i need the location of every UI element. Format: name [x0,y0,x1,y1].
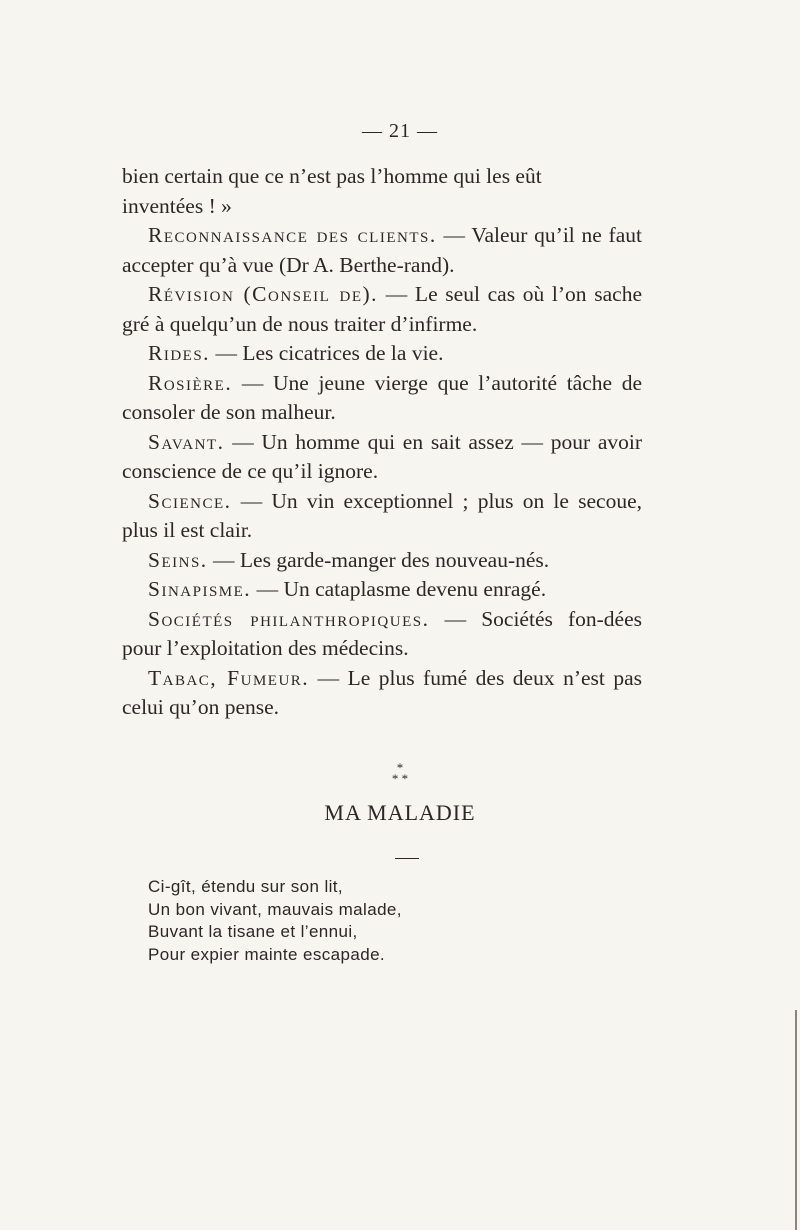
entry-term: Seins. [148,547,208,572]
page-number: — 21 — [362,120,438,142]
page-edge-line [795,1010,797,1230]
entry-rides [122,339,642,369]
entry-seins [122,546,642,576]
entry-rosiere [122,369,642,428]
title-rule [395,858,419,859]
poem-line: Ci-gît, étendu sur son lit, [148,877,344,896]
entry-definition: — Les cicatrices de la vie. [210,341,444,365]
entry-term: Révision (Conseil de). [148,282,379,306]
entry-savant [122,428,642,487]
entry-definition: — Un vin exceptionnel ; plus on le secoue, plus il est clair. [122,488,642,542]
entry-tabac [122,664,642,723]
entry-term: Sinapisme. [148,577,252,601]
entry-definition: — Un homme qui en sait assez — pour avoir conscience de ce qu’il ignore. [122,429,642,483]
poem-line: Pour expier mainte escapade. [148,944,386,964]
entry-term: Reconnaissance des clients. [148,223,437,247]
entry-definition: — Les garde-manger des nouveau-nés. [207,547,550,572]
section-title: MA MALADIE [324,800,476,825]
entry-term: Science. [148,488,232,513]
entry-term: Rosière. [148,370,233,395]
poem [148,876,568,966]
entry-definition: — Un cataplasme devenu enragé. [251,577,547,601]
entry-term: Rides. [148,341,211,365]
entry-sinapisme [122,575,642,605]
entry-reconnaissance [122,221,642,280]
entry-societes [122,605,642,664]
intro-line-2: inventées ! » [122,193,232,218]
entry-definition: — Une jeune vierge que l’autorité tâche de consoler de son malheur. [122,370,642,424]
poem-line: Un bon vivant, mauvais malade, [148,899,402,919]
entry-definition: — Valeur qu’il ne faut accepter qu’à vue (Dr A. Berthe-rand). [122,223,642,277]
entry-definition: — Sociétés fon-dées pour l’exploitation des médecins. [122,606,643,660]
entry-science [122,487,642,546]
poem-line: Buvant la tisane et l’ennui, [148,922,358,941]
intro-line-1: bien certain que ce n’est pas l’homme qui les eût [122,164,542,188]
glossary-text [122,162,642,723]
asterism-divider [0,762,800,784]
entry-term: Sociétés philanthropiques. [148,606,430,631]
asterism-top: * [396,760,404,775]
entry-revision [122,280,642,339]
entry-term: Tabac, Fumeur. [148,665,310,690]
entry-definition: — Le plus fumé des deux n’est pas celui qu’on pense. [122,665,642,719]
asterism-bottom: * * [391,771,409,786]
intro-paragraph [122,162,642,221]
entry-term: Savant. [148,429,225,454]
entry-definition: — Le seul cas où l’on sache gré à quelqu’un de nous traiter d’infirme. [122,282,642,336]
